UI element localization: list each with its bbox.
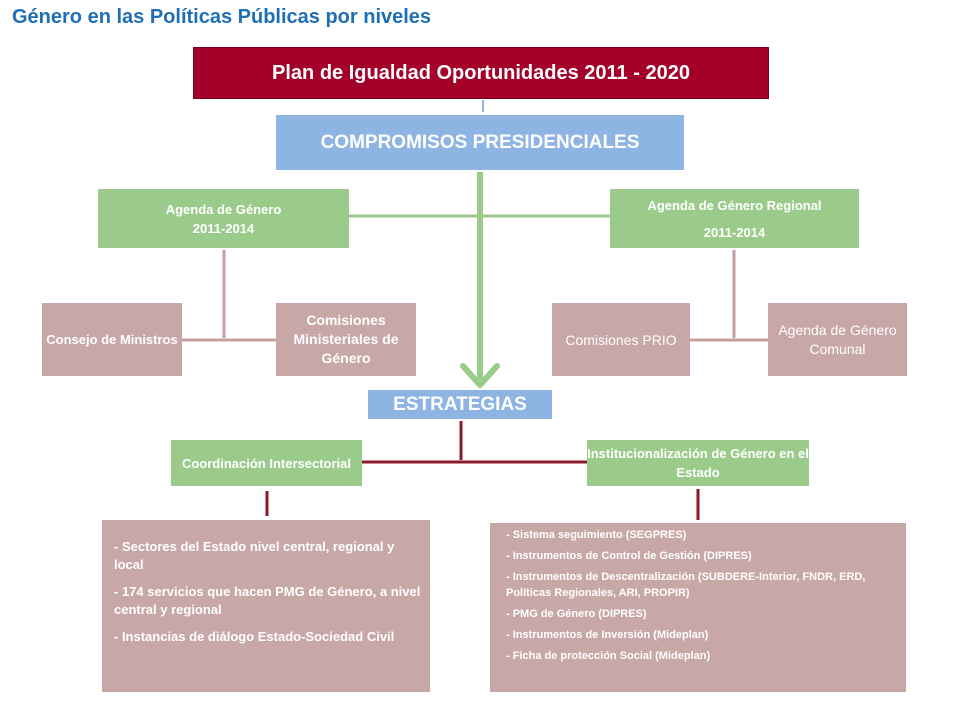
agenda-genero-line1: Agenda de Género <box>165 201 282 217</box>
coordinacion-intersectorial-box: Coordinación Intersectorial <box>171 440 362 486</box>
comisiones-prio-box: Comisiones PRIO <box>552 303 690 376</box>
plan-igualdad-box: Plan de Igualdad Oportunidades 2011 - 2020 <box>193 47 769 99</box>
agenda-regional-line2: 2011-2014 <box>703 224 766 240</box>
agenda-genero-line2: 2011-2014 <box>192 220 255 236</box>
compromisos-presidenciales-box: COMPROMISOS PRESIDENCIALES <box>276 115 684 170</box>
list-item: - Sistema seguimiento (SEGPRES) <box>506 529 687 541</box>
list-item: - Instrumentos de Descentralización (SUBDERE-Interior, FNDR, ERD, Políticas Regionales, ARI, PROPIR) <box>506 571 866 599</box>
list-item: - Instrumentos de Control de Gestión (DIPRES) <box>506 550 752 562</box>
consejo-ministros-box: Consejo de Ministros <box>42 303 182 376</box>
list-item: - PMG de Género (DIPRES) <box>506 608 647 620</box>
list-item: - Instancias de diálogo Estado-Sociedad Civil <box>114 629 395 644</box>
list-item: - Sectores del Estado nivel central, regional y local <box>114 539 395 572</box>
institucionalizacion-list <box>490 523 906 692</box>
comisiones-ministeriales-box: Comisiones Ministeriales de Género <box>276 303 416 376</box>
list-item: - Instrumentos de Inversión (Mideplan) <box>506 629 709 641</box>
agenda-genero-box <box>98 189 349 248</box>
estrategias-box: ESTRATEGIAS <box>368 390 552 419</box>
list-item: - 174 servicios que hacen PMG de Género, a nivel central y regional <box>114 584 421 617</box>
agenda-comunal-box: Agenda de Género Comunal <box>768 303 907 376</box>
institucionalizacion-box: Institucionalización de Género en el Estado <box>587 440 809 486</box>
page-title: Género en las Políticas Públicas por niveles <box>12 6 432 28</box>
agenda-genero-regional-box <box>610 189 859 248</box>
list-item: - Ficha de protección Social (Mideplan) <box>506 650 711 662</box>
coordinacion-list <box>102 520 430 692</box>
agenda-regional-line1: Agenda de Género Regional <box>647 197 822 213</box>
